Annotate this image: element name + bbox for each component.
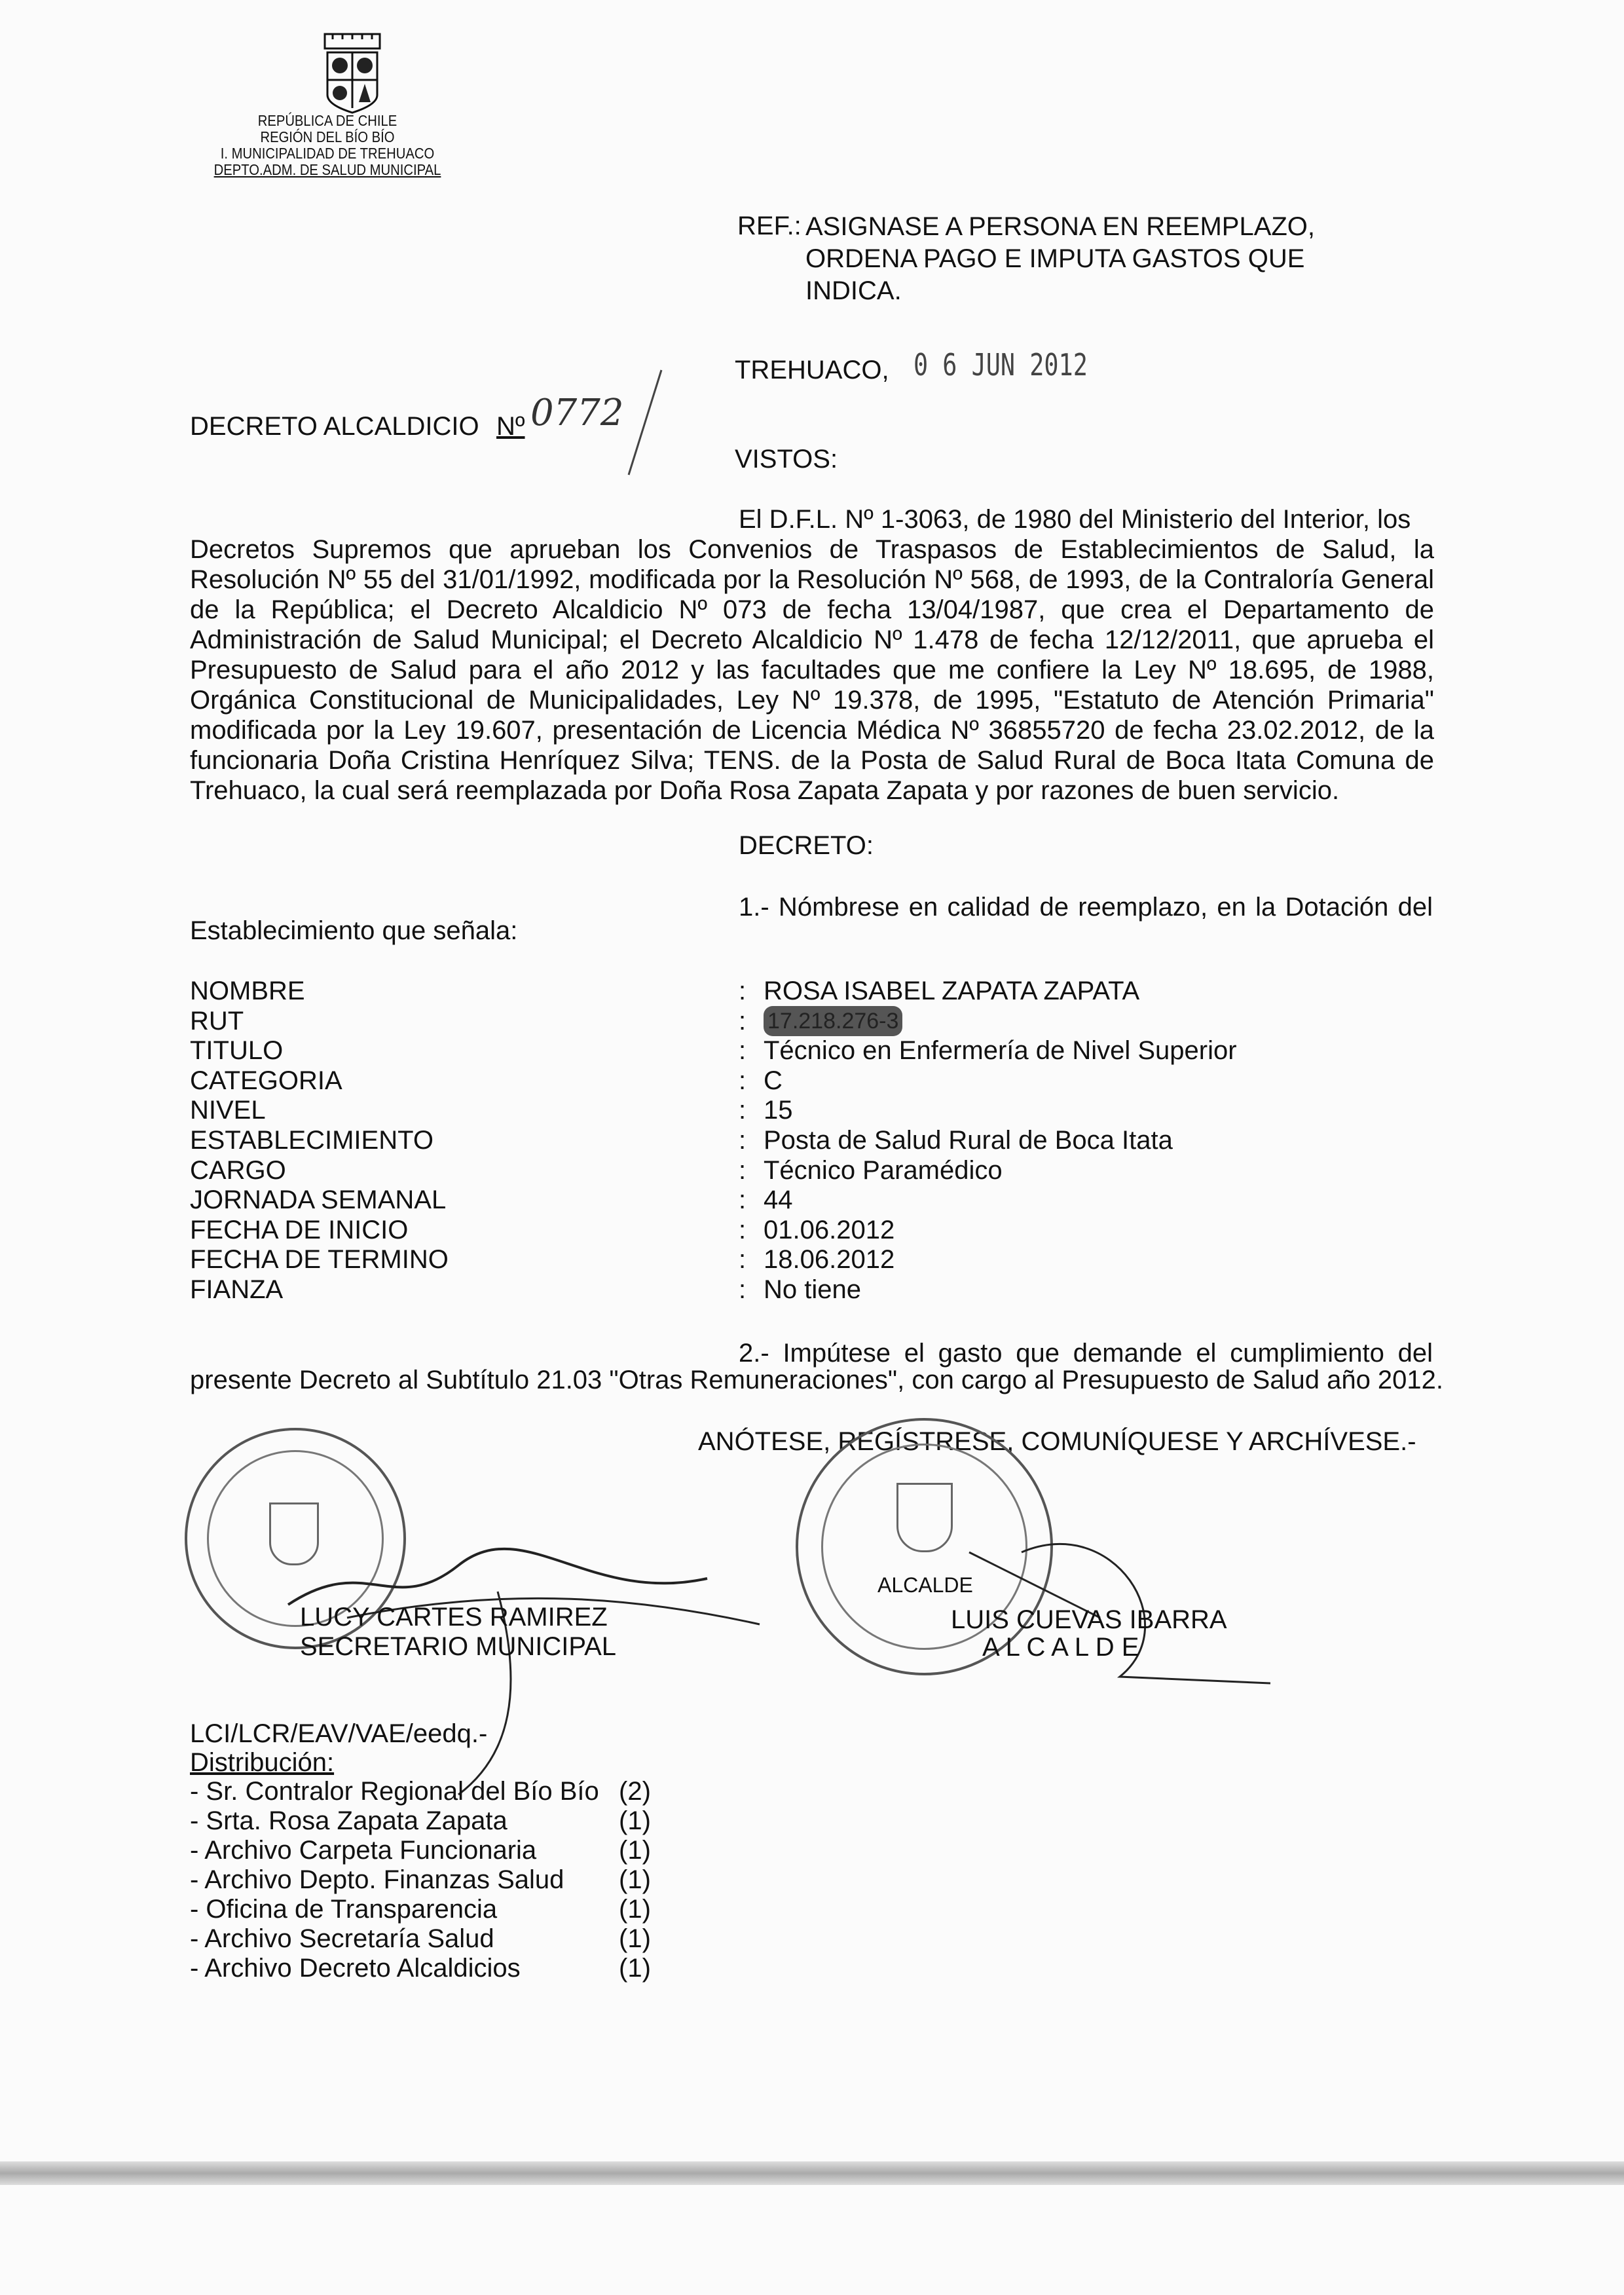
initials: LCI/LCR/EAV/VAE/eedq.- xyxy=(190,1719,488,1748)
date-stamp: 0 6 JUN 2012 xyxy=(913,347,1088,382)
distribution-copies: (1) xyxy=(619,1924,651,1953)
field-colon: : xyxy=(739,1066,747,1095)
distribution-recipient: - Archivo Depto. Finanzas Salud xyxy=(190,1865,564,1894)
field-value: 44 xyxy=(764,1185,793,1215)
distribution-item xyxy=(190,1836,651,1865)
field-colon: : xyxy=(739,1036,747,1066)
point-1: 1.- Nómbrese en calidad de reemplazo, en la Dotación del xyxy=(739,893,1433,922)
field-value: C xyxy=(764,1066,783,1095)
field-label: CATEGORIA xyxy=(190,1066,342,1095)
field-value: 01.06.2012 xyxy=(764,1215,895,1244)
place: TREHUACO, xyxy=(735,356,889,384)
mayor-seal-label: ALCALDE xyxy=(877,1573,973,1597)
scan-edge-band xyxy=(0,2161,1624,2185)
mayor-title: A L C A L D E xyxy=(982,1633,1139,1662)
distribution-recipient: - Oficina de Transparencia xyxy=(190,1895,498,1924)
distribution-copies: (2) xyxy=(619,1777,651,1806)
distribution-recipient: - Sr. Contralor Regional del Bío Bío xyxy=(190,1777,599,1806)
ref-label: REF.: xyxy=(737,212,802,240)
decree-number-handwritten: 0772 xyxy=(530,392,624,434)
decree-number-prefix: Nº xyxy=(496,412,525,441)
field-colon: : xyxy=(739,1245,747,1275)
field-value: Técnico Paramédico xyxy=(764,1155,1003,1185)
field-value: No tiene xyxy=(764,1275,861,1304)
field-label: FECHA DE INICIO xyxy=(190,1215,409,1244)
distribution-item xyxy=(190,1924,651,1954)
field-value: Técnico en Enfermería de Nivel Superior xyxy=(764,1036,1237,1066)
distribution-recipient: - Srta. Rosa Zapata Zapata xyxy=(190,1806,507,1835)
field-label: JORNADA SEMANAL xyxy=(190,1185,447,1215)
ref-line: INDICA. xyxy=(805,276,902,305)
municipal-crest-logo xyxy=(313,33,392,115)
field-label: ESTABLECIMIENTO xyxy=(190,1126,434,1155)
field-colon: : xyxy=(739,1006,747,1036)
field-colon: : xyxy=(739,1185,747,1215)
distribution-item xyxy=(190,1777,651,1806)
distribution-item xyxy=(190,1865,651,1895)
field-value: 17.218.276-3 xyxy=(764,1006,902,1036)
point-2-continued: presente Decreto al Subtítulo 21.03 "Otras Remuneraciones", con cargo al Presupuesto de Salud año 2012. xyxy=(190,1366,1444,1394)
vistos-first-line: El D.F.L. Nº 1-3063, de 1980 del Ministerio del Interior, los xyxy=(739,505,1411,534)
field-label: RUT xyxy=(190,1006,244,1036)
ref-line: ORDENA PAGO E IMPUTA GASTOS QUE xyxy=(805,244,1305,273)
field-colon: : xyxy=(739,1215,747,1244)
decreto-heading: DECRETO: xyxy=(739,831,874,860)
field-colon: : xyxy=(739,1155,747,1185)
vistos-body: Decretos Supremos que aprueban los Convenios de Traspasos de Establecimientos de Salud, la Resolución Nº 55 del 31/01/1992, modificada por la Resolución Nº 568, de 1993, de la Contraloría General de la República; el Decreto Alcaldicio Nº 073 de fecha 13/04/1987, que crea el Departamento de Administración de Salud Municipal; el Decreto Alcaldicio Nº 1.478 de fecha 12/12/2011, que aprueba el Presupuesto de Salud para el año 2012 y las facultades que me confiere la Ley Nº 18.695, de 1988, Orgánica Constitucional de Municipalidades, Ley Nº 19.378, de 1995, "Estatuto de Atención Primaria" modificada por la Ley 19.607, presentación de Licencia Médica Nº 36855720 de fecha 23.02.2012, de la funcionaria Doña Cristina Henríquez Silva; TENS. de la Posta de Salud Rural de Boca Itata Comuna de Trehuaco, la cual será reemplazada por Doña Rosa Zapata Zapata y por razones de buen servicio. xyxy=(190,535,1434,805)
vistos-heading: VISTOS: xyxy=(735,445,838,474)
letterhead-line: REGIÓN DEL BÍO BÍO xyxy=(260,128,395,145)
field-value: 15 xyxy=(764,1096,793,1125)
field-value: Posta de Salud Rural de Boca Itata xyxy=(764,1126,1173,1155)
vistos-paragraph xyxy=(190,504,1434,806)
handwritten-signatures xyxy=(249,1526,1297,1801)
field-label: NIVEL xyxy=(190,1096,266,1125)
field-label: CARGO xyxy=(190,1155,286,1185)
field-label: TITULO xyxy=(190,1036,284,1066)
letterhead xyxy=(183,113,471,178)
distribution-copies: (1) xyxy=(619,1954,651,1983)
field-colon: : xyxy=(739,1096,747,1125)
distribution-recipient: - Archivo Decreto Alcaldicios xyxy=(190,1954,521,1983)
secretary-name: LUCY CARTES RAMIREZ xyxy=(300,1603,608,1632)
decree-slash-mark xyxy=(616,367,668,478)
distribution-heading: Distribución: xyxy=(190,1748,335,1777)
distribution-copies: (1) xyxy=(619,1836,651,1865)
ref-line: ASIGNASE A PERSONA EN REEMPLAZO, xyxy=(805,212,1316,241)
decree-label: DECRETO ALCALDICIO xyxy=(190,412,479,441)
distribution-recipient: - Archivo Secretaría Salud xyxy=(190,1924,494,1953)
distribution-item xyxy=(190,1806,651,1836)
distribution-copies: (1) xyxy=(619,1895,651,1924)
field-value: ROSA ISABEL ZAPATA ZAPATA xyxy=(764,977,1140,1005)
mayor-name: LUIS CUEVAS IBARRA xyxy=(951,1605,1227,1634)
field-colon: : xyxy=(739,1126,747,1155)
ref-subject xyxy=(805,211,1315,307)
field-label: FECHA DE TERMINO xyxy=(190,1245,449,1275)
point-2: 2.- Impútese el gasto que demande el cumplimiento del xyxy=(739,1339,1433,1368)
distribution-item xyxy=(190,1954,651,1983)
secretary-title: SECRETARIO MUNICIPAL xyxy=(300,1632,617,1661)
letterhead-line: REPÚBLICA DE CHILE xyxy=(257,112,397,129)
field-value: 18.06.2012 xyxy=(764,1245,895,1275)
distribution-copies: (1) xyxy=(619,1806,651,1835)
distribution-copies: (1) xyxy=(619,1865,651,1894)
point-1-continued: Establecimiento que señala: xyxy=(190,916,518,945)
field-colon: : xyxy=(739,1275,747,1304)
field-label: FIANZA xyxy=(190,1275,284,1304)
distribution-item xyxy=(190,1895,651,1924)
letterhead-department: DEPTO.ADM. DE SALUD MUNICIPAL xyxy=(213,161,441,178)
field-colon: : xyxy=(739,977,747,1005)
closing-formula: ANÓTESE, REGÍSTRESE, COMUNÍQUESE Y ARCHÍVESE.- xyxy=(698,1427,1416,1456)
field-label: NOMBRE xyxy=(190,977,305,1005)
distribution-recipient: - Archivo Carpeta Funcionaria xyxy=(190,1836,537,1865)
letterhead-line: I. MUNICIPALIDAD DE TREHUACO xyxy=(220,145,435,162)
